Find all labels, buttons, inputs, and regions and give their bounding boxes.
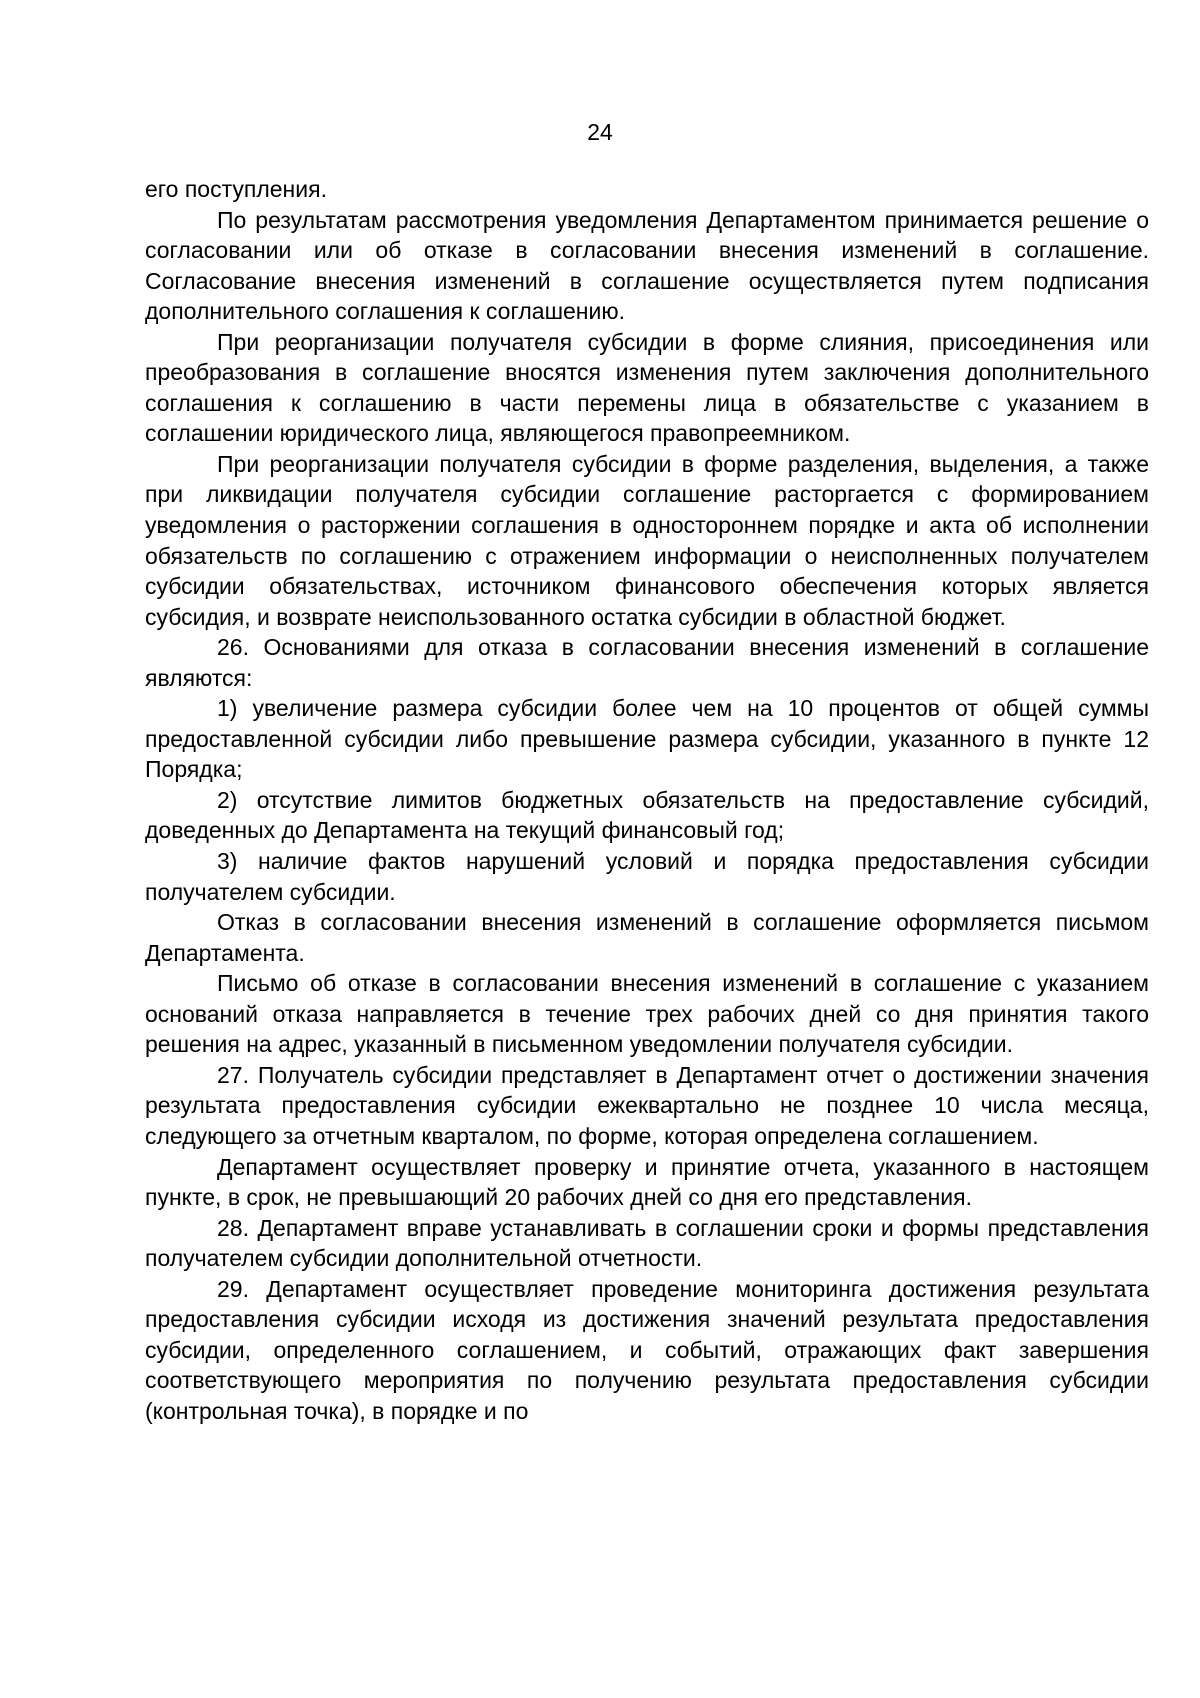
paragraph-item-26: 26. Основаниями для отказа в согласовании внесения изменений в соглашение являются: — [145, 634, 1149, 691]
paragraph-item-27: 27. Получатель субсидии представляет в Департамент отчет о достижении значения результата предоставления субсидии ежеквартально не позднее 10 числа месяца, следующего за отчетным кварталом, по форме, которая определена соглашением. — [145, 1061, 1149, 1149]
paragraph-reorganization-division: При реорганизации получателя субсидии в форме разделения, выделения, а также при ликвидации получателя субсидии соглашение расторгается с формированием уведомления о расторжении соглашения в одностороннем порядке и акта об исполнении обязательств по соглашению с отражением информации о неисполненных получателем субсидии обязательствах, источником финансового обеспечения которых является субсидия, и возврате неиспользованного остатка субсидии в областной бюджет. — [145, 450, 1149, 630]
paragraph-notification-decision: По результатам рассмотрения уведомления Департаментом принимается решение о согласовании или об отказе в согласовании внесения изменений в соглашение. Согласование внесения изменений в соглашение осуществляется путем подписания дополнительного соглашения к соглашению. — [145, 206, 1149, 325]
paragraph-continuation: его поступления. — [145, 176, 327, 202]
document-body — [145, 174, 1149, 1426]
paragraph-refusal-letter-sending: Письмо об отказе в согласовании внесения изменений в соглашение с указанием оснований отказа направляется в течение трех рабочих дней со дня принятия такого решения на адрес, указанный в письменном уведомлении получателя субсидии. — [145, 970, 1149, 1058]
paragraph-item-26-3: 3) наличие фактов нарушений условий и порядка предоставления субсидии получателем субсидии. — [145, 848, 1149, 905]
paragraph-item-28: 28. Департамент вправе устанавливать в соглашении сроки и формы представления получателем субсидии дополнительной отчетности. — [145, 1214, 1149, 1272]
paragraph-item-26-1: 1) увеличение размера субсидии более чем на 10 процентов от общей суммы предоставленной субсидии либо превышение размера субсидии, указанного в пункте 12 Порядка; — [145, 695, 1149, 783]
paragraph-reorganization-merger: При реорганизации получателя субсидии в форме слияния, присоединения или преобразования в соглашение вносятся изменения путем заключения дополнительного соглашения к соглашению в части перемены лица в обязательстве с указанием в соглашении юридического лица, являющегося правопреемником. — [145, 328, 1149, 447]
paragraph-item-26-2: 2) отсутствие лимитов бюджетных обязательств на предоставление субсидий, доведенных до Департамента на текущий финансовый год; — [145, 786, 1149, 844]
paragraph-refusal-letter: Отказ в согласовании внесения изменений в соглашение оформляется письмом Департамента. — [145, 909, 1149, 966]
page-number: 24 — [587, 119, 613, 145]
paragraph-item-29: 29. Департамент осуществляет проведение мониторинга достижения результата предоставления субсидии исходя из достижения значений результата предоставления субсидии, определенного соглашением, и событий, отражающих факт завершения соответствующего мероприятия по получению результата предоставления субсидии (контрольная точка), в порядке и по — [145, 1275, 1149, 1424]
paragraph-report-verification: Департамент осуществляет проверку и принятие отчета, указанного в настоящем пункте, в срок, не превышающий 20 рабочих дней со дня его представления. — [145, 1153, 1149, 1211]
